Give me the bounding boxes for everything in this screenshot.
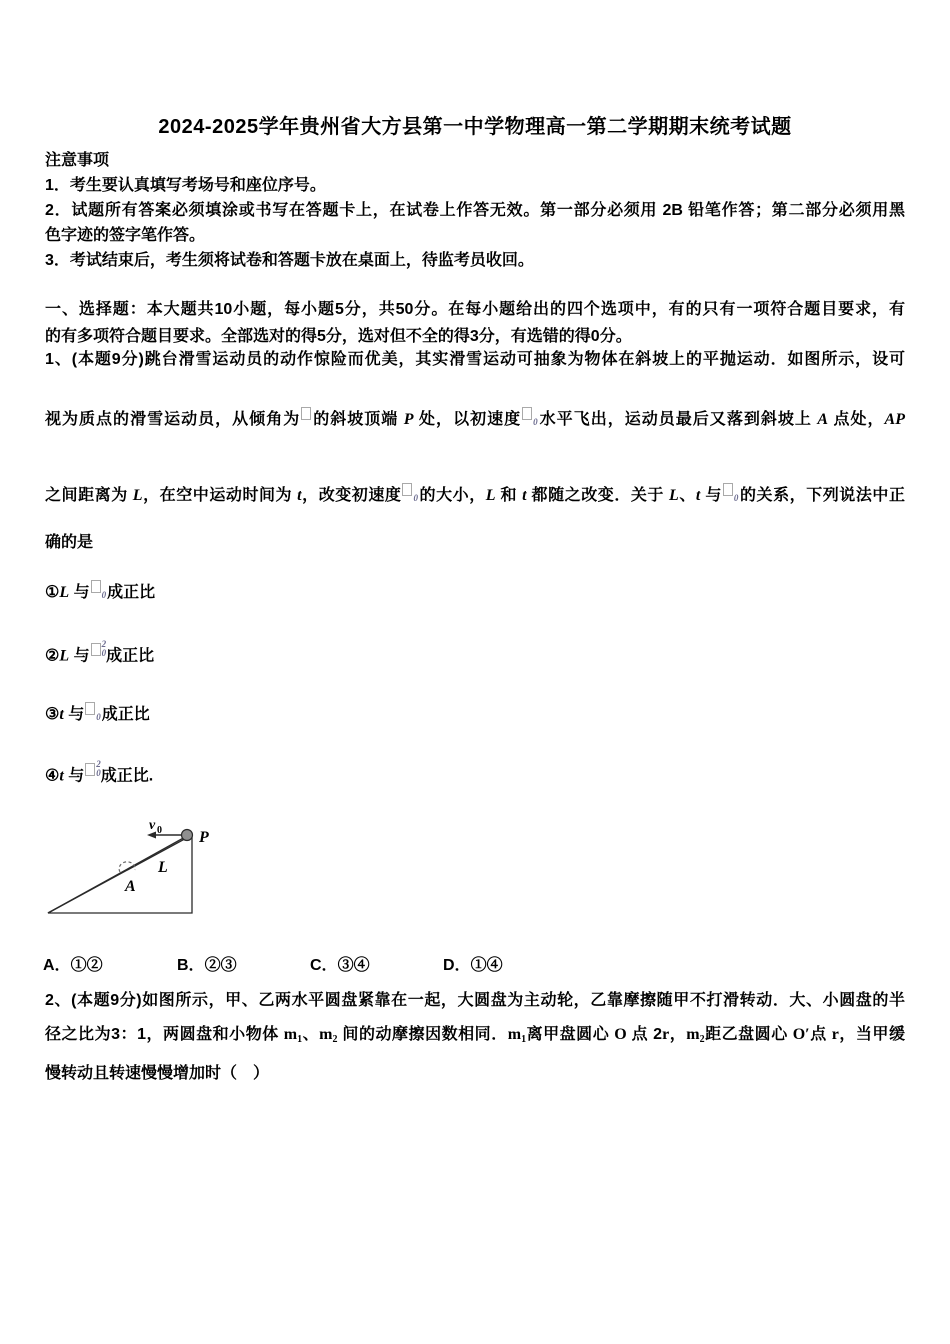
- missing-glyph-box: [85, 702, 95, 715]
- q1-text-line-3: [45, 483, 905, 509]
- formula-v0-squared: [84, 760, 101, 778]
- notice-heading: 注意事项: [45, 152, 110, 169]
- label-A: A: [125, 878, 136, 895]
- text-run: 处，以初速度: [413, 411, 522, 428]
- text-run: 慢转动且转速慢慢增加时（ ）: [45, 1065, 270, 1082]
- q2-text-line-2: [45, 1018, 905, 1057]
- q1-text-line-1: [45, 349, 905, 371]
- answer-A-label: A．: [43, 957, 71, 974]
- answer-choice-C: [310, 952, 370, 975]
- text-run: 都随之改变．关于: [526, 487, 669, 504]
- text-run: AP: [884, 411, 905, 428]
- missing-glyph-box: [91, 580, 101, 593]
- missing-glyph-box: [402, 483, 412, 496]
- section1-header: [45, 296, 905, 350]
- incline-figure: [42, 806, 217, 918]
- answer-D-label: D．: [443, 957, 471, 974]
- text-run: t: [297, 487, 302, 504]
- text-run: 成正比: [101, 706, 150, 723]
- text-run: 点处，: [828, 411, 885, 428]
- text-run: 间的动摩擦因数相同．: [337, 1026, 508, 1043]
- text-run: r: [662, 1026, 670, 1043]
- answer-B-label: B．: [177, 957, 205, 974]
- notice-item-3: 3．考试结束后，考生须将试卷和答题卡放在桌面上，待监考员收回。: [45, 252, 534, 269]
- answer-choice-B: [177, 952, 237, 975]
- text-run: 1、(本题9分)跳台滑雪运动员的动作惊险而优美，其实滑雪运动可抽象为物体在斜坡上的平抛运动．如图所示，设可: [45, 351, 905, 368]
- formula-subscript-0: 0: [733, 493, 739, 503]
- text-run: 距乙盘圆心: [704, 1026, 793, 1043]
- label-P: P: [199, 829, 209, 846]
- q1-option-1: [45, 580, 905, 606]
- answer-A-value: ①②: [70, 957, 103, 974]
- text-run: 1: [521, 1034, 527, 1045]
- text-run: m: [686, 1026, 700, 1043]
- formula-v0-squared: [90, 640, 107, 658]
- text-run: 的大小，: [418, 487, 486, 504]
- text-run: m: [283, 1026, 298, 1043]
- notice-section: [45, 148, 905, 273]
- formula-subscript-0: 0: [96, 712, 101, 722]
- missing-glyph-box: [85, 763, 95, 776]
- q1-option-4: [45, 759, 905, 788]
- label-v0-subscript: 0: [157, 825, 162, 836]
- text-run: 成正比: [107, 584, 156, 601]
- missing-glyph-box: [301, 407, 311, 420]
- q1-text-line-2: [45, 407, 905, 433]
- text-run: L: [485, 487, 496, 504]
- missing-glyph-box: [723, 483, 733, 496]
- answer-C-value: ③④: [337, 957, 370, 974]
- text-run: ，在空中运动时间为: [142, 487, 298, 504]
- text-run: 2: [699, 1034, 705, 1045]
- text-run: 的关系，下列说法中正: [739, 487, 905, 504]
- text-run: ④: [45, 767, 60, 785]
- text-run: ，改变初速度: [301, 487, 402, 504]
- text-run: L: [132, 487, 143, 504]
- text-run: 与: [63, 767, 85, 785]
- text-run: t: [59, 767, 64, 785]
- formula-subscript-0: 0: [101, 590, 107, 600]
- text-run: A: [817, 411, 829, 428]
- q1-option-2: [45, 639, 905, 668]
- text-run: 与: [69, 584, 90, 601]
- q1-option-3: [45, 702, 905, 728]
- answer-B-value: ②③: [204, 957, 237, 974]
- text-run: 与: [63, 706, 85, 723]
- text-run: 径之比为3：1，两圆盘和小物体: [45, 1026, 284, 1043]
- section1-header-line-2: 的有多项符合题目要求。全部选对的得5分，选对但不全的得3分，有选错的得0分。: [45, 328, 632, 345]
- text-run: 与: [700, 487, 722, 504]
- missing-glyph-box: [522, 407, 532, 420]
- formula-subscript-0: 0: [413, 493, 418, 503]
- text-run: L: [59, 584, 70, 601]
- q2-section: [45, 984, 905, 1091]
- text-run: ，: [669, 1026, 687, 1043]
- text-run: 成正比.: [100, 767, 154, 785]
- text-run: 点 2: [626, 1026, 663, 1043]
- text-run: O′: [792, 1026, 810, 1043]
- text-run: 与: [69, 647, 90, 665]
- text-run: 水平飞出，运动员最后又落到斜坡上: [538, 411, 818, 428]
- text-run: 2: [332, 1034, 338, 1045]
- page-title: 2024-2025学年贵州省大方县第一中学物理高一第二学期期末统考试题: [158, 116, 792, 138]
- notice-item-1: 1．考生要认真填写考场号和座位序号。: [45, 177, 326, 194]
- text-run: L: [669, 487, 679, 504]
- text-run: P: [403, 411, 414, 428]
- text-run: t: [59, 706, 64, 723]
- q2-text-line-3: [45, 1057, 905, 1091]
- answer-choice-A: [43, 952, 103, 975]
- notice-item-2-line-1: 2．试题所有答案必须填涂或书写在答题卡上，在试卷上作答无效。第一部分必须用 2B 铅笔作答；第二部分必须用黑: [45, 202, 905, 219]
- text-run: 视为质点的滑雪运动员，从倾角为: [45, 411, 301, 428]
- q1-text-line-4: [45, 532, 905, 554]
- text-run: 点: [809, 1026, 832, 1043]
- text-run: 、: [678, 487, 696, 504]
- section1-header-line-1: 一、选择题：本大题共10小题，每小题5分，共50分。在每小题给出的四个选项中，有的只有一项符合题目要求，有: [45, 301, 905, 318]
- text-run: ②: [45, 647, 60, 665]
- text-run: 和: [495, 487, 523, 504]
- answer-choice-D: [443, 952, 503, 975]
- q1-answer-row: [0, 952, 950, 976]
- text-run: 之间距离为: [45, 487, 133, 504]
- text-run: L: [59, 647, 70, 665]
- text-run: t: [695, 487, 701, 504]
- text-run: 1: [297, 1034, 303, 1045]
- ball-at-P: [182, 830, 193, 841]
- text-run: m: [319, 1026, 333, 1043]
- formula-sup-sub-stack: 2 0: [101, 639, 107, 658]
- label-v0: v: [149, 818, 156, 833]
- q2-text-line-1: [45, 984, 905, 1018]
- text-run: 的斜坡顶端: [312, 411, 404, 428]
- text-run: t: [522, 487, 527, 504]
- formula-sup-sub-stack: 2 0: [96, 759, 101, 778]
- text-run: 成正比: [106, 647, 155, 665]
- label-L: L: [158, 859, 168, 876]
- missing-glyph-box: [91, 643, 101, 656]
- notice-item-2-line-2: 色字迹的签字笔作答。: [45, 227, 206, 244]
- answer-C-label: C．: [310, 957, 338, 974]
- incline-diagram: [42, 806, 217, 918]
- text-run: m: [507, 1026, 522, 1043]
- text-run: ③: [45, 706, 60, 723]
- text-run: O: [614, 1026, 627, 1043]
- text-run: ，当甲缓: [838, 1026, 905, 1043]
- formula-subscript-0: 0: [533, 417, 538, 427]
- text-run: 离甲盘圆心: [526, 1026, 615, 1043]
- text-run: 确的是: [45, 534, 94, 551]
- text-run: ①: [45, 584, 60, 601]
- text-run: r: [831, 1026, 839, 1043]
- text-run: 、: [302, 1026, 320, 1043]
- answer-D-value: ①④: [470, 957, 503, 974]
- text-run: 2、(本题9分)如图所示，甲、乙两水平圆盘紧靠在一起，大圆盘为主动轮，乙靠摩擦随甲不打滑转动．大、小圆盘的半: [45, 992, 905, 1009]
